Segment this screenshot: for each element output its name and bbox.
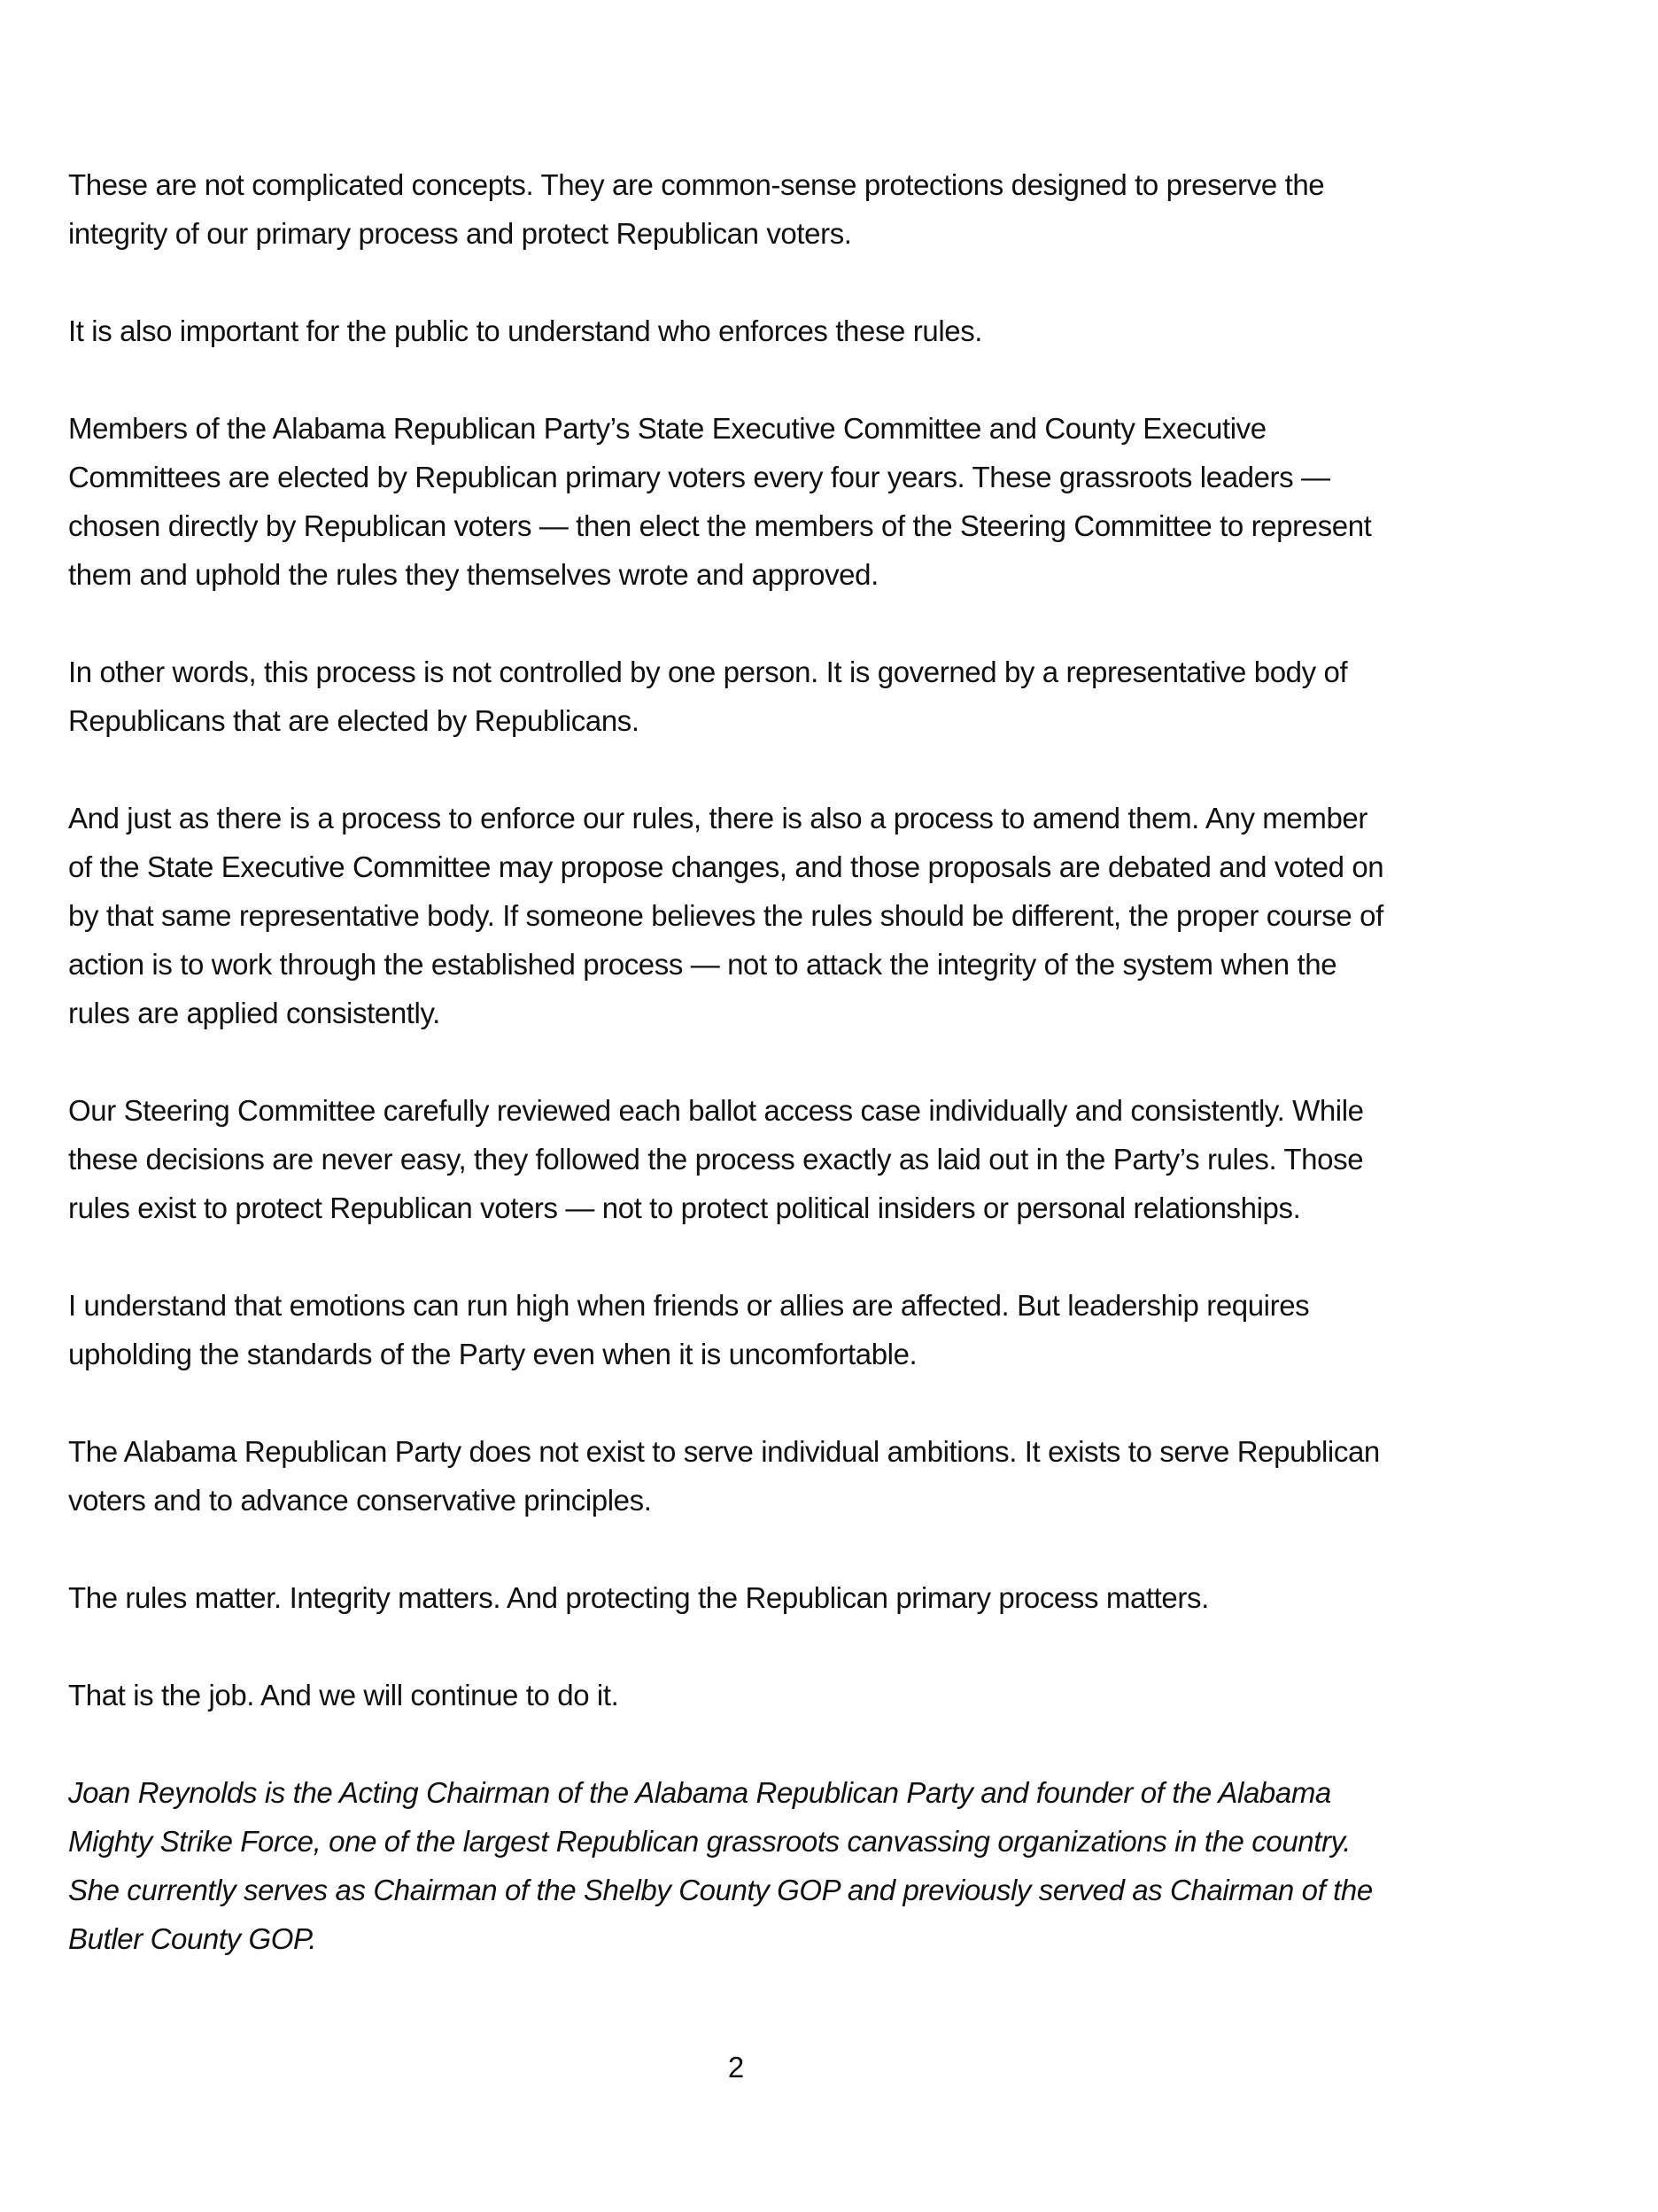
text-line: of the State Executive Committee may propose changes, and those proposals are debated and voted on [68,850,1384,883]
text-line: by that same representative body. If someone believes the rules should be different, the proper course of [68,899,1383,932]
document-body [68,160,1627,2012]
paragraph [68,648,1627,745]
paragraph [68,307,1627,355]
text-line: It is also important for the public to understand who enforces these rules. [68,314,983,347]
paragraph [68,794,1627,1037]
text-line: them and uphold the rules they themselves wrote and approved. [68,558,879,591]
paragraph [68,1427,1627,1525]
text-line: And just as there is a process to enforce our rules, there is also a process to amend them. Any member [68,802,1367,834]
page-number: 2 [727,2051,745,2084]
paragraph [68,1573,1627,1622]
text-line: Committees are elected by Republican primary voters every four years. These grassroots leaders — [68,461,1330,493]
text-line: rules are applied consistently. [68,997,440,1029]
paragraph [68,1086,1627,1232]
text-line: Mighty Strike Force, one of the largest Republican grassroots canvassing organizations in the country. [68,1825,1352,1858]
text-line: upholding the standards of the Party even when it is uncomfortable. [68,1338,918,1370]
text-line: Republicans that are elected by Republicans. [68,704,639,737]
text-line: Our Steering Committee carefully reviewed each ballot access case individually and consistently. While [68,1094,1364,1127]
paragraph [68,404,1627,599]
text-line: chosen directly by Republican voters — then elect the members of the Steering Committee to represent [68,509,1372,542]
paragraph [68,1671,1627,1719]
text-line: Members of the Alabama Republican Party’s State Executive Committee and County Executive [68,412,1267,445]
text-line: voters and to advance conservative principles. [68,1484,652,1517]
author-bio-paragraph [68,1768,1627,1963]
text-line: integrity of our primary process and protect Republican voters. [68,217,852,250]
text-line: I understand that emotions can run high when friends or allies are affected. But leadership requires [68,1289,1310,1322]
text-line: In other words, this process is not controlled by one person. It is governed by a representative body of [68,656,1348,688]
text-line: These are not complicated concepts. They are common-sense protections designed to preserve the [68,168,1325,201]
paragraph [68,1281,1627,1378]
text-line: She currently serves as Chairman of the Shelby County GOP and previously served as Chairman of the [68,1874,1373,1906]
text-line: these decisions are never easy, they followed the process exactly as laid out in the Party’s rules. Those [68,1143,1364,1176]
text-line: The rules matter. Integrity matters. And protecting the Republican primary process matters. [68,1581,1209,1614]
paragraph [68,160,1627,258]
text-line: Butler County GOP. [68,1922,317,1955]
text-line: action is to work through the established process — not to attack the integrity of the system when the [68,948,1337,981]
text-line: The Alabama Republican Party does not exist to serve individual ambitions. It exists to serve Republican [68,1435,1380,1468]
text-line: rules exist to protect Republican voters — not to protect political insiders or personal relationships. [68,1191,1301,1224]
text-line: That is the job. And we will continue to do it. [68,1679,619,1711]
text-line: Joan Reynolds is the Acting Chairman of the Alabama Republican Party and founder of the Alabama [68,1776,1331,1809]
